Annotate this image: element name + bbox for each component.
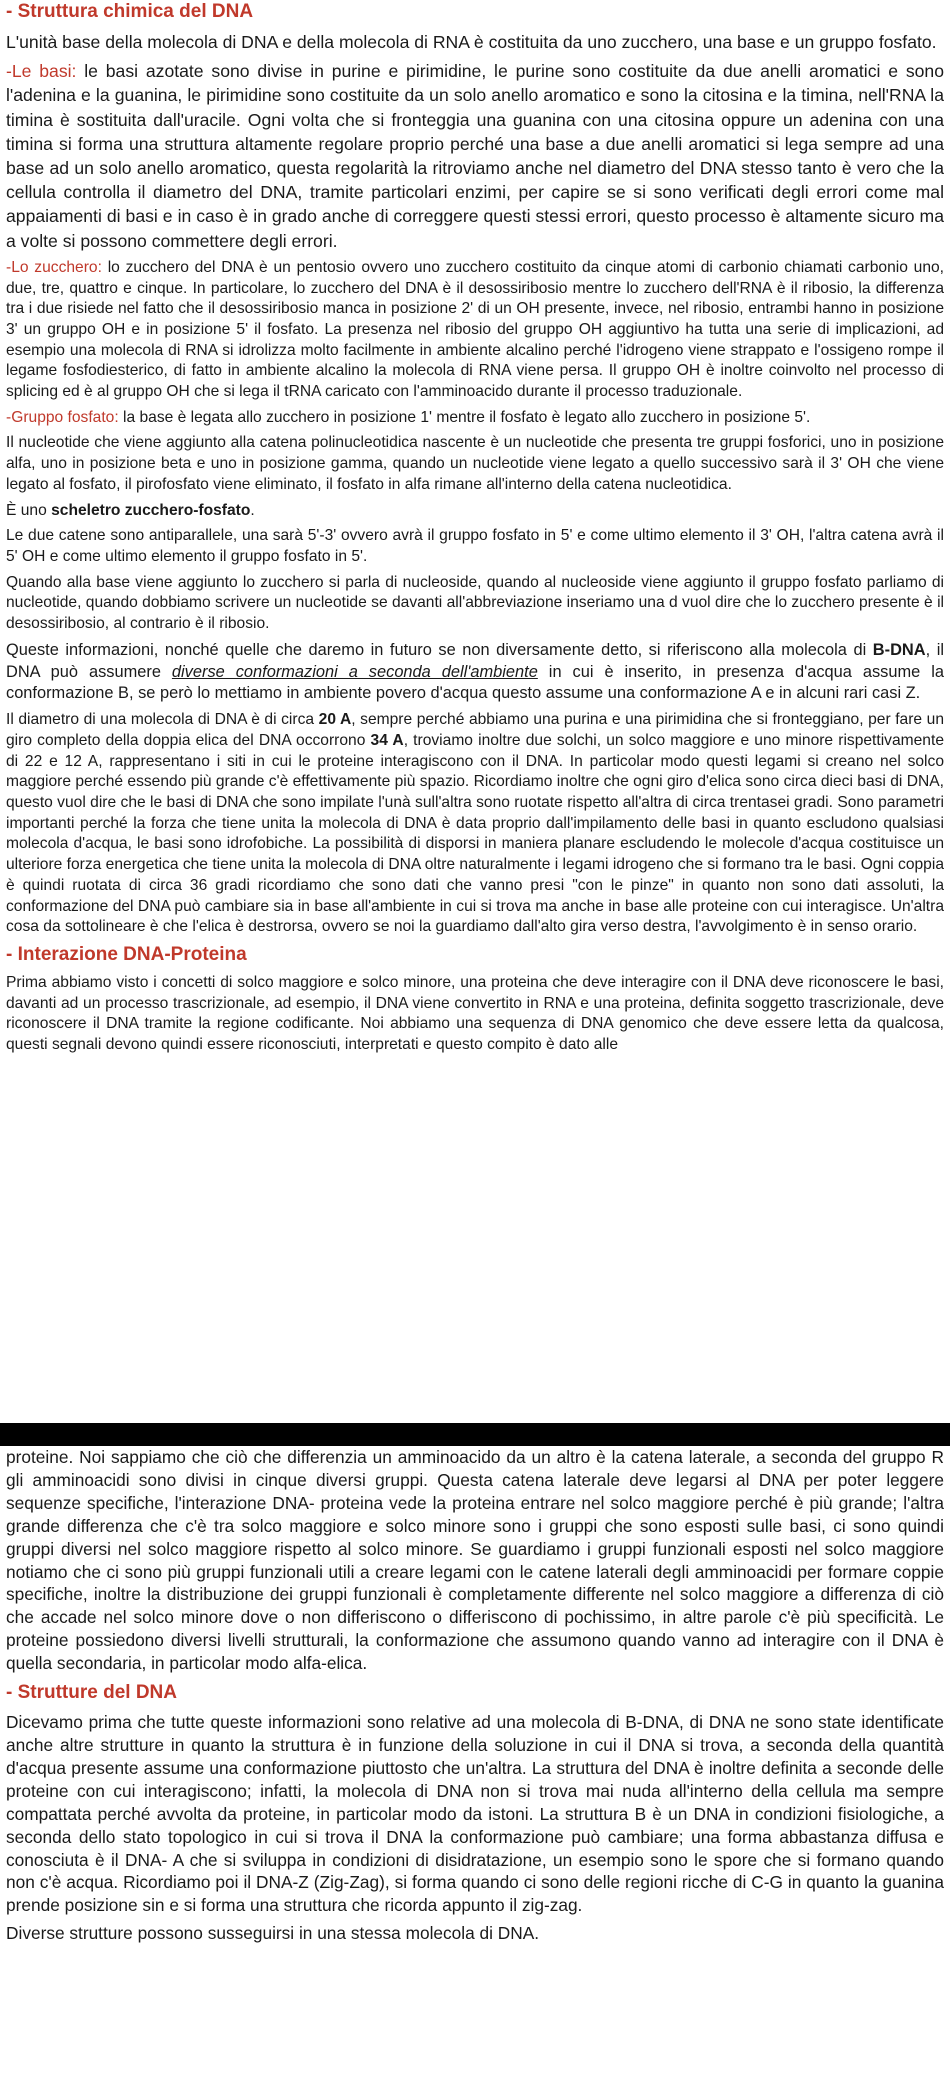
page-section-top	[6, 0, 944, 1423]
paragraph-strutture: Dicevamo prima che tutte queste informazioni sono relative ad una molecola di B-DNA, di DNA ne sono state identificate anche altre strutture in quanto la struttura è in funzione della soluzione in cui il DNA si trova, a seconda della quantità d'acqua presente assume una conformazione piuttosto che un'altra. La struttura del DNA è inoltre definita a seconde delle proteine con cui interagiscono; infatti, la molecola di DNA non si trova mai nuda all'interno della cellula ma sempre compattata perché avvolta da proteine, in particolar modo da istoni. La struttura B è un DNA in condizioni fisiologiche, a seconda dello stato topologico in cui si trova il DNA la conformazione può cambiare; una forma abbastanza diffusa e conosciuta è il DNA- A che si sviluppa in condizioni di disidratazione, un esempio sono le spore che si formano quando non c'è acqua. Ricordiamo poi il DNA-Z (Zig-Zag), si forma quando ci sono delle regioni ricche di C-G in quanto la guanina prende posizione sin e si forma una struttura che ricorda appunto il zig-zag.	[6, 1712, 944, 1916]
text-bdna-pre: Queste informazioni, nonché quelle che daremo in futuro se non diversamente detto, si riferiscono alla molecola di	[6, 640, 873, 659]
paragraph-bdna	[6, 640, 944, 705]
text-scheletro-bold: scheletro zucchero-fosfato	[51, 501, 251, 519]
heading-strutture: - Strutture del DNA	[6, 1682, 177, 1704]
heading-interazione: - Interazione DNA-Proteina	[6, 943, 247, 965]
text-diametro-bold2: 34 A	[370, 731, 404, 749]
text-bdna-underline: diverse conformazioni a seconda dell'ambiente	[171, 662, 538, 681]
text-bdna-post: in cui è inserito, in presenza d'acqua assume la conformazione B, se però lo mettiamo in ambiente povero d'acqua questo assume una conformazione A e in alcuni rari casi Z.	[6, 662, 944, 703]
paragraph-scheletro	[6, 501, 944, 522]
label-zucchero: -Lo zucchero:	[6, 258, 102, 276]
paragraph-final: Diverse strutture possono susseguirsi in una stessa molecola di DNA.	[6, 1923, 540, 1944]
text-zucchero: lo zucchero del DNA è un pentosio ovvero uno zucchero costituito da cinque atomi di carbonio chiamati carbonio uno, due, tre, quattro e cinque. In particolare, lo zucchero del DNA è il desossiribosio mentre lo zucchero dell'RNA è il ribosio, la differenza tra i due risiede nel fatto che il desossiribosio manca in posizione 2' di un OH presente, invece, nel ribosio, entrambi hanno in posizione 3' un gruppo OH e in posizione 5' il fosfato. La presenza nel ribosio del gruppo OH aggiuntivo ha tutta una serie di implicazioni, ad esempio una molecola di RNA si idrolizza molto facilmente in ambiente alcalino perché l'idrogeno viene strappato e l'ossigeno rompe il legame fosfodiesterico, di fatto in ambiente alcalino la molecola di RNA viene persa. Il gruppo OH è inoltre coinvolto nel processo di splicing ed è al gruppo OH che si lega il tRNA caricato con l'amminoacido durante il processo traduzionale.	[6, 258, 944, 401]
paragraph-diametro	[6, 710, 944, 938]
paragraph-intro: L'unità base della molecola di DNA e della molecola di RNA è costituita da uno zucchero, una base e un gruppo fosfato.	[6, 32, 937, 52]
text-fosfato: la base è legata allo zucchero in posizione 1' mentre il fosfato è legato allo zucchero in posizione 5'.	[118, 408, 811, 426]
paragraph-fosfato	[6, 408, 944, 429]
text-diametro-post: , troviamo inoltre due solchi, un solco maggiore e uno minore rispettivamente di 22 e 12 A, rappresentano i siti in cui le proteine interagiscono con il DNA. In particolar modo questi legami si creano nel solco maggiore perché essendo più grande c'è effettivamente più spazio. Ricordiamo inoltre che ogni giro d'elica sono circa dieci basi di DNA, questo vuol dire che le basi di DNA che sono impilate l'unà sull'altra sono ruotate rispetto all'altra di circa trentasei gradi. Sono parametri importanti perché la forza che tiene unita la molecola di DNA è data proprio dall'impilamento delle basi in quanto escludono qualsiasi molecola d'acqua, le basi sono idrofobiche. La possibilità di disporsi in maniera planare escludendo le molecole d'acqua costituisce un ulteriore forza energetica che tiene unita la molecola di DNA oltre naturalmente i legami idrogeno che si formano tra le basi. Ogni coppia è quindi ruotata di circa 36 gradi ricordiamo che sono dati che vanno presi "con le pinze" in quanto non sono dati assoluti, la conformazione del DNA può cambiare sia in base all'ambiente in cui si trova ma anche in base alle proteine con cui interagisce. Un'altra cosa da sottolineare è che l'elica è destrorsa, ovvero se noi la guardiamo dall'alto gira verso destra, l'avvolgimento è in senso orario.	[6, 731, 944, 936]
paragraph-nucleotide: Il nucleotide che viene aggiunto alla catena polinucleotidica nascente è un nucleotide che presenta tre gruppi fosforici, uno in posizione alfa, uno in posizione beta e uno in posizione gamma, quando un nucleotide viene legato a quello successivo sarà il 3' OH che viene legato al fosfato, il pirofosfato viene eliminato, il fosfato in alfa rimane all'interno della catena nucleotidica.	[6, 434, 944, 493]
text-diametro-pre: Il diametro di una molecola di DNA è di circa	[6, 711, 319, 729]
paragraph-nucleoside: Quando alla base viene aggiunto lo zucchero si parla di nucleoside, quando al nucleoside viene aggiunto il gruppo fosfato parliamo di nucleotide, quando dobbiamo scrivere un nucleotide se davanti all'abbreviazione inseriamo una d vuol dire che lo zucchero presente è il desossiribosio, al contrario è il ribosio.	[6, 573, 944, 633]
paragraph-interazione-b: proteine. Noi sappiamo che ciò che differenzia un amminoacido da un altro è la catena laterale, a seconda del gruppo R gli amminoacidi sono divisi in cinque diversi gruppi. Questa catena laterale deve legarsi al DNA per poter leggere sequenze specifiche, l'interazione DNA- proteina vede la proteina entrare nel solco maggiore perché è più grande; l'altra grande differenza che c'è tra solco maggiore e solco minore sono i gruppi che sono esposti sulle basi, ci sono quindi gruppi diversi nel solco maggiore rispetto al solco minore. Se guardiamo i gruppi funzionali esposti nel solco maggiore notiamo che ci sono più gruppi funzionali utili a creare legami con le catene laterali degli amminoacidi per formare coppie specifiche, inoltre la distribuzione dei gruppi funzionali è completamente differente nel solco maggiore a differenza di ciò che accade nel solco minore dove o non differiscono o differiscono di pochissimo, in altre parole c'è più specificità. Le proteine possiedono diversi livelli strutturali, la conformazione che assumono quando vanno ad interagire con il DNA è quella secondaria, in particolar modo alfa-elica.	[6, 1447, 944, 1674]
paragraph-zucchero	[6, 258, 944, 403]
label-basi: -Le basi:	[6, 61, 77, 82]
text-bdna-mid: , il DNA può assumere	[6, 640, 944, 681]
text-bdna-bold: B-DNA	[872, 640, 926, 659]
page-break-bar	[0, 1423, 950, 1446]
paragraph-antiparallele: Le due catene sono antiparallele, una sarà 5'-3' ovvero avrà il gruppo fosfato in 5' e come ultimo elemento il 3' OH, l'altra catena avrà il 5' OH e come ultimo elemento il gruppo fosfato in 5'.	[6, 527, 944, 565]
paragraph-basi	[6, 59, 944, 253]
text-scheletro-post: .	[250, 501, 255, 519]
text-diametro-mid: , sempre perché abbiamo una purina e una pirimidina che si fronteggiano, per fare un giro completo della doppia elica del DNA occorrono	[6, 711, 944, 749]
text-basi: le basi azotate sono divise in purine e pirimidine, le purine sono costituite da due anelli aromatici e sono l'adenina e la guanina, le pirimidine sono costituite da un solo anello aromatico e sono la citosina e la timina, nell'RNA la timina è sostituita dall'uracile. Ogni volta che si fronteggia una guanina con una citosina oppure un adenina con una timina si forma una struttura altamente regolare proprio perché una base a due anelli aromatici si lega sempre ad una base ad un solo anello aromatico, questa regolarità la ritroviamo anche nel diametro del DNA stesso tanto è vero che la cellula controlla il diametro del DNA, tramite particolari enzimi, per capire se si sono verificati degli errori come mal appaiamenti di basi e in caso è in grado anche di correggere questi stessi errori, questo processo è altamente sicuro ma a volte si possono commettere degli errori.	[6, 61, 944, 251]
label-fosfato: -Gruppo fosfato:	[6, 408, 119, 426]
text-scheletro-pre: È uno	[6, 501, 52, 519]
text-diametro-bold1: 20 A	[318, 711, 352, 729]
page-section-bottom	[6, 1446, 944, 2086]
heading-struttura-chimica: - Struttura chimica del DNA	[6, 1, 254, 22]
paragraph-interazione-a: Prima abbiamo visto i concetti di solco maggiore e solco minore, una proteina che deve interagire con il DNA deve riconoscere le basi, davanti ad un processo trascrizionale, ad esempio, il DNA viene convertito in RNA e una proteina, definita soggetto trascrizionale, deve riconoscere il DNA tramite la regione codificante. Noi abbiamo una sequenza di DNA genomico che deve essere letta da qualcosa, questi segnali devono quindi essere riconosciuti, interpretati e questo compito è dato alle	[6, 973, 944, 1054]
